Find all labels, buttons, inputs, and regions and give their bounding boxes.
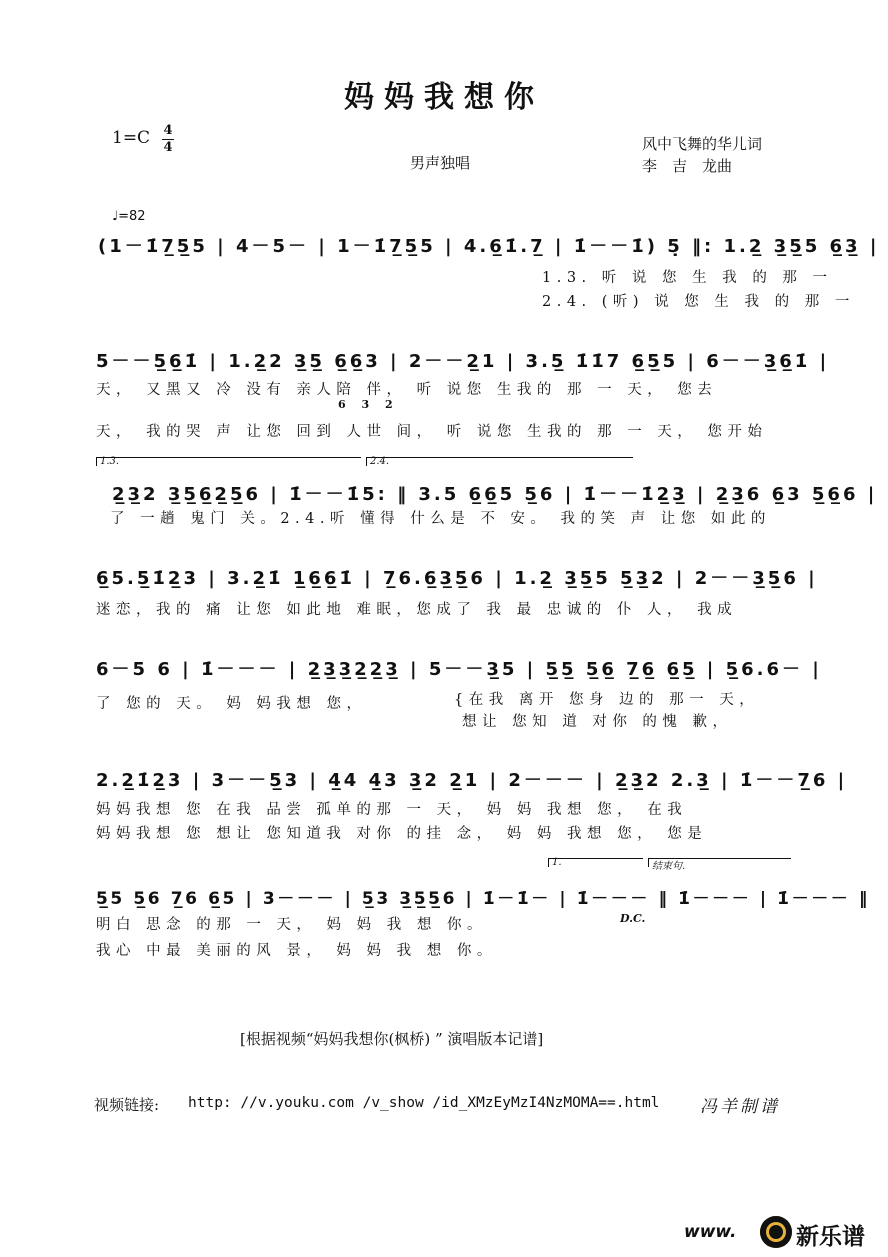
lyric-row-4: 迷恋，我的 痛 让您 如此地 难眠，您成了 我 最 忠诚的 仆 人， 我成 bbox=[96, 602, 738, 618]
lyric-row-7-verse-1: 明白 思念 的那 一 天， 妈 妈 我 想 你。 bbox=[96, 917, 487, 933]
volta-ending-1 bbox=[548, 858, 643, 867]
lyric-row-5-verse-1: {在我 离开 您身 边的 那一 天， bbox=[454, 692, 760, 708]
lyric-row-6-verse-2: 妈妈我想 您 想让 您知道我 对你 的挂 念， 妈 妈 我想 您， 您是 bbox=[96, 826, 708, 842]
lyric-row-6-verse-1: 妈妈我想 您 在我 品尝 孤单的那 一 天， 妈 妈 我想 您， 在我 bbox=[96, 802, 688, 818]
volta-second bbox=[366, 457, 633, 466]
volta-second-label: 2.4. bbox=[370, 456, 390, 467]
key-signature: 1=C bbox=[112, 128, 151, 148]
tempo-marking: ♩=82 bbox=[112, 209, 146, 224]
dc-marking: D.C. bbox=[620, 912, 646, 925]
volta-first bbox=[96, 457, 361, 466]
page-title: 妈妈我想你 bbox=[344, 80, 544, 115]
link-label: 视频链接: bbox=[94, 1096, 160, 1114]
lyric-row-2-verse-1: 天， 又黑又 冷 没有 亲人陪 伴， 听 说您 生我的 那 一 天， 您去 bbox=[96, 382, 718, 398]
volta-first-label: 1.3. bbox=[100, 456, 120, 467]
score-row-7: 5̲5 5̲6 7̲6 6̲5 | 3－－－ | 5̲3 3̲5̲5̲6 | 1̇－1̇－ | 1̇－－－ ‖ 1̇－－－ | 1̇－－－ ‖ bbox=[96, 889, 871, 909]
score-row-5: 6－5 6 | 1̇－－－ | 2̲3̲3̲2̲2̲3̲ | 5－－3̲5 | 5̲5̲ 5̲6̲ 7̲6̲ 6̲5̲ | 5̲6.6－ | bbox=[96, 659, 822, 680]
video-link[interactable]: http: //v.youku.com /v_show /id_XMzEyMzI4NzMOMA==.html bbox=[188, 1095, 660, 1111]
logo-www: www. bbox=[684, 1222, 737, 1242]
lyric-row-2-verse-2: 天， 我的哭 声 让您 回到 人世 间， 听 说您 生我的 那 一 天， 您开始 bbox=[96, 424, 768, 440]
volta-ending-1-label: 1. bbox=[552, 857, 562, 868]
transcriber-signature: 冯羊制谱 bbox=[700, 1097, 780, 1117]
lyric-row-5-verse-2: 想让 您知 道 对你 的愧 歉， bbox=[462, 714, 733, 730]
volta-ending-2-label: 结束句. bbox=[652, 861, 686, 872]
volta-ending-2 bbox=[648, 858, 791, 872]
alt-notes: 6 3 2 bbox=[338, 398, 399, 411]
time-signature bbox=[162, 124, 174, 155]
source-note: [根据视频“妈妈我想你(枫桥) ” 演唱版本记谱] bbox=[240, 1030, 544, 1048]
logo-name: 新乐谱 bbox=[796, 1224, 865, 1250]
lyric-row-5: 了 您的 天。 妈 妈我想 您， bbox=[96, 696, 367, 712]
site-logo[interactable] bbox=[684, 1212, 884, 1252]
score-row-6: 2.2̲1̇2̲3 | 3－－5̲3 | 4̲4 4̲3 3̲2 2̲1 | 2－－－ | 2̲3̲2 2.3̲ | 1̇－－7̲6 | bbox=[96, 770, 848, 791]
lyricist: 风中飞舞的华儿词 bbox=[642, 135, 763, 153]
lyric-row-1-verse-1: 1.3. 听 说 您 生 我 的 那 一 bbox=[542, 270, 833, 286]
lyric-row-3: 了 一趟 鬼门 关。2.4.听 懂得 什么是 不 安。 我的笑 声 让您 如此的 bbox=[110, 511, 771, 527]
record-disc-icon bbox=[760, 1216, 792, 1248]
meter-bottom: 4 bbox=[163, 140, 173, 155]
score-row-4: 6̲5.5̲1̇2̲3 | 3.2̲1̇ 1̲6̲6̲1̇ | 7̲6.6̲3̲5̲6 | 1.2̲ 3̲5̲5 5̲3̲2 | 2－－3̲5̲6 | bbox=[96, 568, 818, 589]
score-row-2: 5－－5̲6̲1̇ | 1.2̲2 3̲5̲ 6̲6̲3 | 2－－2̲1 | 3.5̲ 1̇1̇7 6̲5̲5 | 6－－3̲6̲1̇ | bbox=[96, 351, 830, 372]
score-row-1: (1－1̇7̲5̲5 | 4－5－ | 1－1̇7̲5̲5 | 4.6̲1̇.7̲ | 1̇－－1̇) 5̣ ‖: 1.2̲ 3̲5̲5 6̲3̲ | bbox=[98, 236, 880, 257]
score-row-3: 2̲3̲2 3̲5̲6̲2̲5̲6 | 1̇－－1̇5: ‖ 3.5 6̲6̲5 5̲6 | 1̇－－1̇2̲3̲ | 2̲3̲6 6̲3 5̲6̲6 | bbox=[112, 484, 878, 505]
meter-top: 4 bbox=[163, 123, 173, 138]
lyric-row-1-verse-2: 2.4. (听) 说 您 生 我 的 那 一 bbox=[542, 294, 855, 310]
lyric-row-7-verse-2: 我心 中最 美丽的风 景， 妈 妈 我 想 你。 bbox=[96, 943, 497, 959]
singer: 男声独唱 bbox=[410, 154, 471, 172]
composer: 李 吉 龙曲 bbox=[642, 157, 733, 175]
